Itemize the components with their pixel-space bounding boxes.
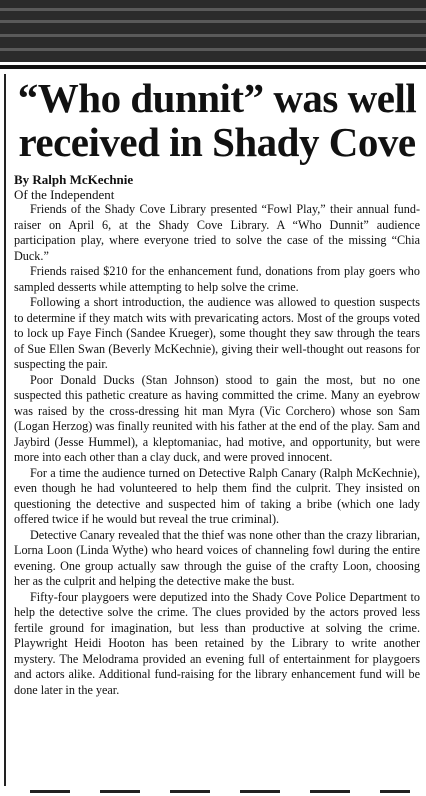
headline-line-1: “Who dunnit” was well bbox=[17, 75, 417, 121]
paragraph: Following a short introduction, the audience was allowed to question suspects to determine if they match wits with prevaricating actors. Most of the groups voted to lock up Faye Finch (Sandee Krueger), some thought they saw through the tears of Sue Ellen Swan (Beverly McKechnie), giving their well-thought out reasons for suspecting the pair. bbox=[14, 295, 420, 371]
paragraph: Poor Donald Ducks (Stan Johnson) stood to gain the most, but no one suspected this pathetic creature as having committed the crime. Many an eyebrow was raised by the cross-dressing hit man Myra (Vic Corchero) whose son Sam (Logan Herzog) was finally reunited with his father at the end of the play. Sam and Jaybird (Jesse Hummel), a kleptomaniac, had motive, and opportunity, but were more into each other than a clay duck, and were proved innocent. bbox=[14, 372, 420, 464]
next-article-edge bbox=[30, 790, 410, 793]
news-article bbox=[4, 74, 424, 786]
previous-article-edge bbox=[0, 0, 426, 62]
headline bbox=[14, 76, 420, 164]
credit-line: Of the Independent bbox=[14, 187, 115, 202]
article-body bbox=[14, 202, 420, 698]
paragraph: For a time the audience turned on Detective Ralph Canary (Ralph McKechnie), even though he had volunteered to help them find the culprit. They insisted on questioning the detective and suspected him of taking a bribe (which one lady offered twice if he would but reveal the true criminal). bbox=[14, 465, 420, 526]
byline: By Ralph McKechnie bbox=[14, 172, 134, 187]
scan-stripe bbox=[0, 20, 426, 23]
scan-stripe bbox=[0, 8, 426, 11]
column-top-rule bbox=[0, 65, 426, 69]
paragraph: Detective Canary revealed that the thief was none other than the crazy librarian, Lorna Loon (Linda Wythe) who heard voices of channeling fowl during the entire evening. One group actually saw through the guise of the crafty Loon, choosing her as the culprit and helping the detective make the bust. bbox=[14, 527, 420, 588]
scan-stripe bbox=[0, 48, 426, 51]
scan-stripe bbox=[0, 34, 426, 37]
paragraph: Friends of the Shady Cove Library presented “Fowl Play,” their annual fund-raiser on April 6, at the Shady Cove Library. A “Who Dunnit” audience participation play, where everyone tried to solve the case of the missing “Chia Duck.” bbox=[14, 202, 420, 263]
paragraph: Friends raised $210 for the enhancement fund, donations from play goers who sampled desserts while attempting to help solve the crime. bbox=[14, 264, 420, 294]
headline-line-2: received in Shady Cove bbox=[18, 119, 416, 165]
paragraph: Fifty-four playgoers were deputized into the Shady Cove Police Department to help the detective solve the crime. The clues provided by the actors proved less fertile ground for imagination, but less than productive at solving the crime. Playwright Heidi Hooton has been retained by the Library to write another mystery. The Melodrama provided an evening full of entertainment for playgoers and actors alike. Additional fund-raising for the library enhancement fund will be done later in the year. bbox=[14, 589, 420, 697]
